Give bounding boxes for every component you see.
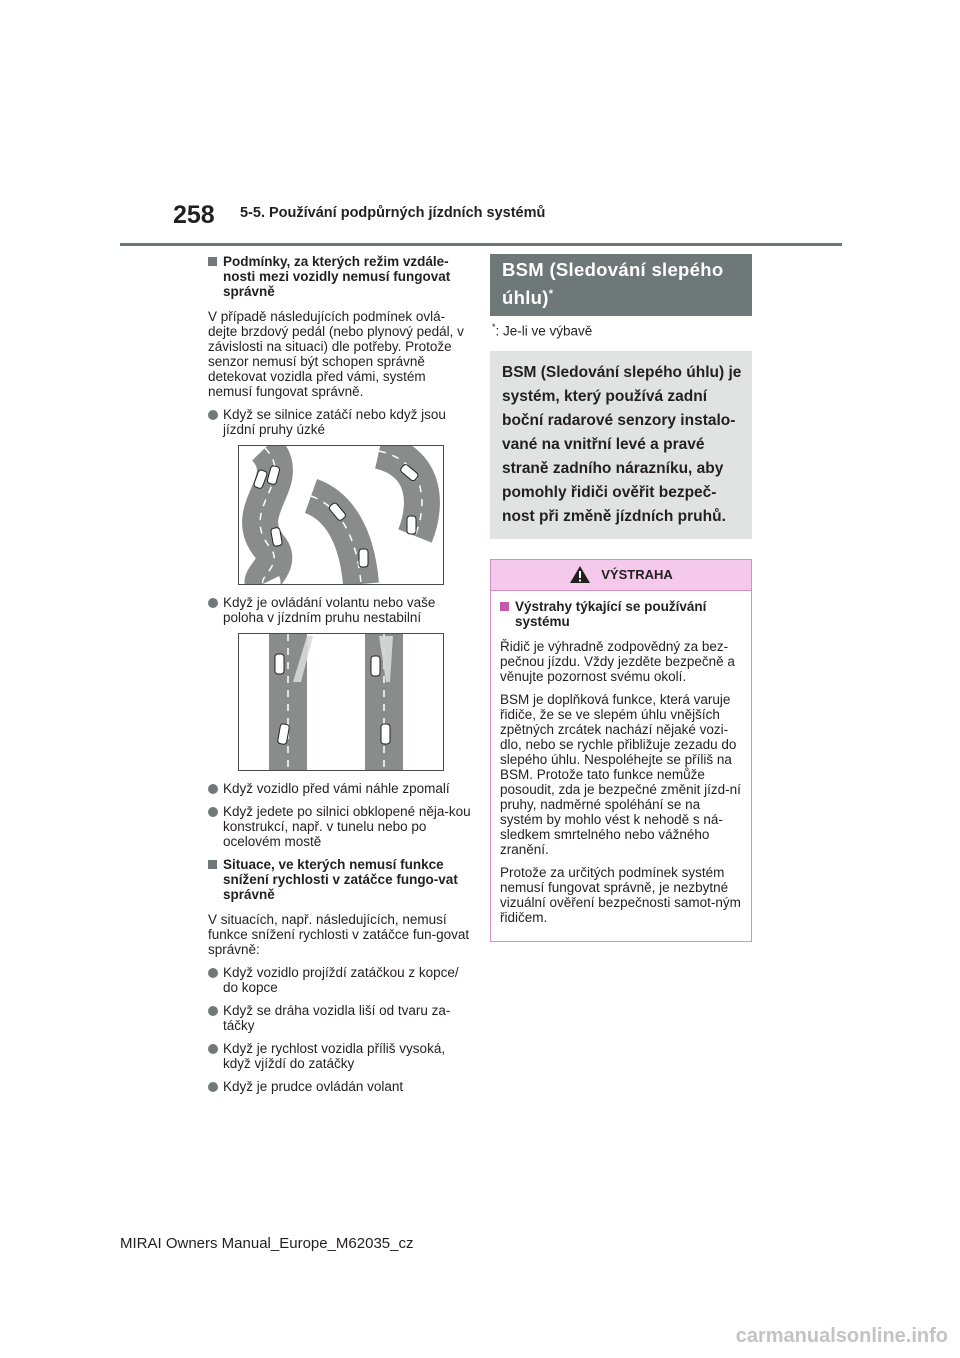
left-column	[208, 254, 473, 1102]
watermark: carmanualsonline.info	[735, 1325, 948, 1347]
list-item	[208, 781, 473, 796]
bullet-icon	[208, 784, 218, 794]
heading-text: Výstrahy týkající se používání systému	[515, 598, 707, 629]
heading-distance-mode	[208, 254, 473, 299]
heading-text: Situace, ve kterých nemusí funkce snížení rychlosti v zatáčce fungo-vat správně	[223, 857, 458, 902]
bsm-title-text: BSM (Sledování slepého úhlu)	[502, 259, 724, 309]
list-item-text: Když se silnice zatáčí nebo když jsou jízdní pruhy úzké	[223, 407, 446, 437]
intro-paragraph: V případě následujících podmínek ovlá-dejte brzdový pedál (nebo plynový pedál, v závislosti na situaci) dle potřeby. Protože senzor nemusí být schopen správně detekovat vozidla před vámi, systém nemusí fungovat správně.	[208, 309, 464, 399]
bullet-icon	[208, 807, 218, 817]
header-rule	[120, 243, 842, 246]
list-item-text: Když se dráha vozidla liší od tvaru za-táčky	[223, 1003, 451, 1033]
list-item-text: Když je prudce ovládán volant	[223, 1079, 404, 1094]
warning-body	[491, 591, 751, 941]
bullet-icon	[208, 1044, 218, 1054]
bullet-icon	[208, 1082, 218, 1092]
intro-paragraph: V situacích, např. následujících, nemusí funkce snížení rychlosti v zatáčce fun-govat správně:	[208, 912, 470, 957]
square-bullet-icon	[208, 257, 217, 266]
section-title: 5-5. Používání podpůrných jízdních systémů	[240, 205, 546, 221]
warning-title: VÝSTRAHA	[601, 567, 673, 583]
warning-paragraph: Řidič je výhradně zodpovědný za bez-pečnou jízdu. Vždy jezděte bezpečně a věnujte pozornost svému okolí.	[500, 638, 735, 684]
warning-triangle-icon	[569, 565, 591, 584]
warning-box	[490, 559, 752, 942]
list-item-text: Když vozidlo projíždí zatáčkou z kopce/ do kopce	[223, 965, 459, 995]
list-item	[208, 407, 473, 437]
list-item	[208, 965, 473, 995]
list-item-text: Když vozidlo před vámi náhle zpomalí	[223, 781, 450, 796]
warning-paragraph: BSM je doplňková funkce, která varuje řidiče, že se ve slepém úhlu vnějších zpětných zrcátek nachází nějaké vozi-dlo, nebo se rychle přibližuje zezadu do slepého úhlu. Nespoléhejte se příliš na BSM. Protože tato funkce nemůže posoudit, zda je bezpečné změnit jízd-ní pruhy, nadměrné spoléhání se na systém by mohlo vést k nehodě s ná-sledkem smrtelného nebo vážného zranění.	[500, 691, 741, 857]
footnote-text: : Je-li ve výbavě	[495, 323, 593, 339]
bullet-icon	[208, 598, 218, 608]
page-number: 258	[173, 201, 215, 229]
road-right	[365, 634, 403, 770]
bsm-intro-box: BSM (Sledování slepého úhlu) je systém, který používá zadní boční radarové senzory instalo-vané na vnitřní levé a pravé straně zadního nárazníku, aby pomohly řidiči ověřit bezpeč-nost při změně jízdních pruhů.	[490, 351, 752, 539]
warning-heading	[500, 599, 741, 629]
warning-header	[491, 560, 751, 591]
square-bullet-icon	[208, 860, 217, 869]
road-s-curve	[253, 448, 282, 584]
curved-roads-illustration	[238, 445, 444, 585]
road-left	[269, 634, 313, 770]
footer-text: MIRAI Owners Manual_Europe_M62035_cz	[120, 1235, 414, 1252]
list-item-text: Když je ovládání volantu nebo vaše poloha v jízdním pruhu nestabilní	[223, 595, 436, 625]
square-bullet-icon	[500, 602, 509, 611]
footnote-mark: *	[492, 322, 496, 333]
list-item	[208, 1041, 473, 1071]
list-item-text: Když jedete po silnici obklopené něja-kou konstrukcí, např. v tunelu nebo po ocelovém mostě	[223, 804, 471, 849]
list-item	[208, 595, 473, 625]
bullet-icon	[208, 968, 218, 978]
list-item	[208, 1079, 473, 1094]
list-item	[208, 1003, 473, 1033]
heading-curve-speed	[208, 857, 473, 902]
unstable-lane-illustration	[238, 633, 444, 771]
footnote	[492, 322, 752, 339]
right-column	[490, 254, 752, 942]
list-item-text: Když je rychlost vozidla příliš vysoká, když vjíždí do zatáčky	[223, 1041, 446, 1071]
warning-paragraph: Protože za určitých podmínek systém nemusí fungovat správně, je nezbytné vizuální ověření bezpečnosti samot-ným řidičem.	[500, 864, 741, 925]
list-item	[208, 804, 473, 849]
bullet-icon	[208, 1006, 218, 1016]
bsm-section-title	[490, 254, 752, 316]
bullet-icon	[208, 410, 218, 420]
heading-text: Podmínky, za kterých režim vzdále-nosti mezi vozidly nemusí fungovat správně	[223, 254, 451, 299]
bsm-title-mark: *	[548, 288, 554, 300]
